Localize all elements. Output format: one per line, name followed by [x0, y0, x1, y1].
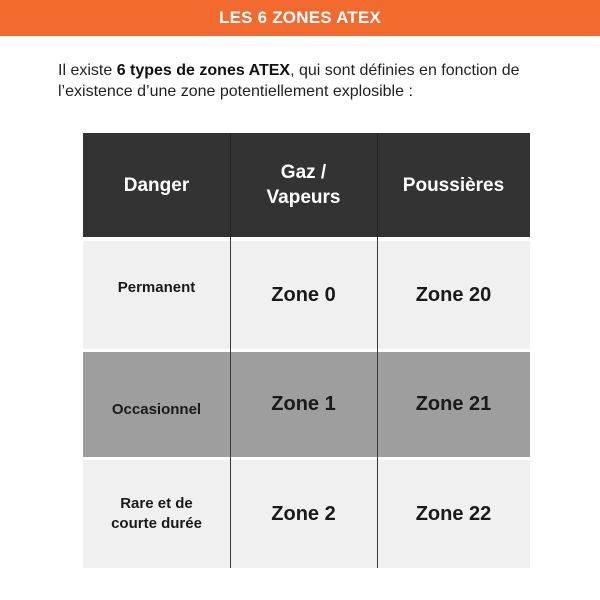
- header-divider-1: [230, 133, 231, 237]
- header-poussieres: Poussières: [377, 133, 530, 237]
- cell-zone-20: Zone 20: [377, 241, 530, 349]
- intro-part2: , qui sont définies en fonction de l’existence d’une zone potentiellement explosible :: [58, 62, 520, 100]
- header-divider-2: [377, 133, 378, 237]
- header-danger: Danger: [83, 133, 230, 237]
- cell-zone-1: Zone 1: [230, 352, 377, 457]
- cell-zone-0: Zone 0: [230, 241, 377, 349]
- header-gaz-vapeurs: Gaz / Vapeurs: [230, 133, 377, 237]
- row-label-permanent: Permanent: [83, 241, 230, 349]
- intro-bold: 6 types de zones ATEX: [116, 62, 291, 79]
- cell-zone-2: Zone 2: [230, 460, 377, 568]
- row-label-rare: Rare et de courte durée: [83, 460, 230, 568]
- cell-zone-21: Zone 21: [377, 352, 530, 457]
- column-divider-2: [377, 237, 378, 568]
- cell-zone-22: Zone 22: [377, 460, 530, 568]
- row-label-occasionnel: Occasionnel: [83, 352, 230, 457]
- banner-title: LES 6 ZONES ATEX: [0, 0, 600, 36]
- intro-part1: Il existe: [58, 62, 117, 79]
- column-divider-1: [230, 237, 231, 568]
- intro-text: [58, 60, 558, 102]
- zones-table: [83, 133, 530, 568]
